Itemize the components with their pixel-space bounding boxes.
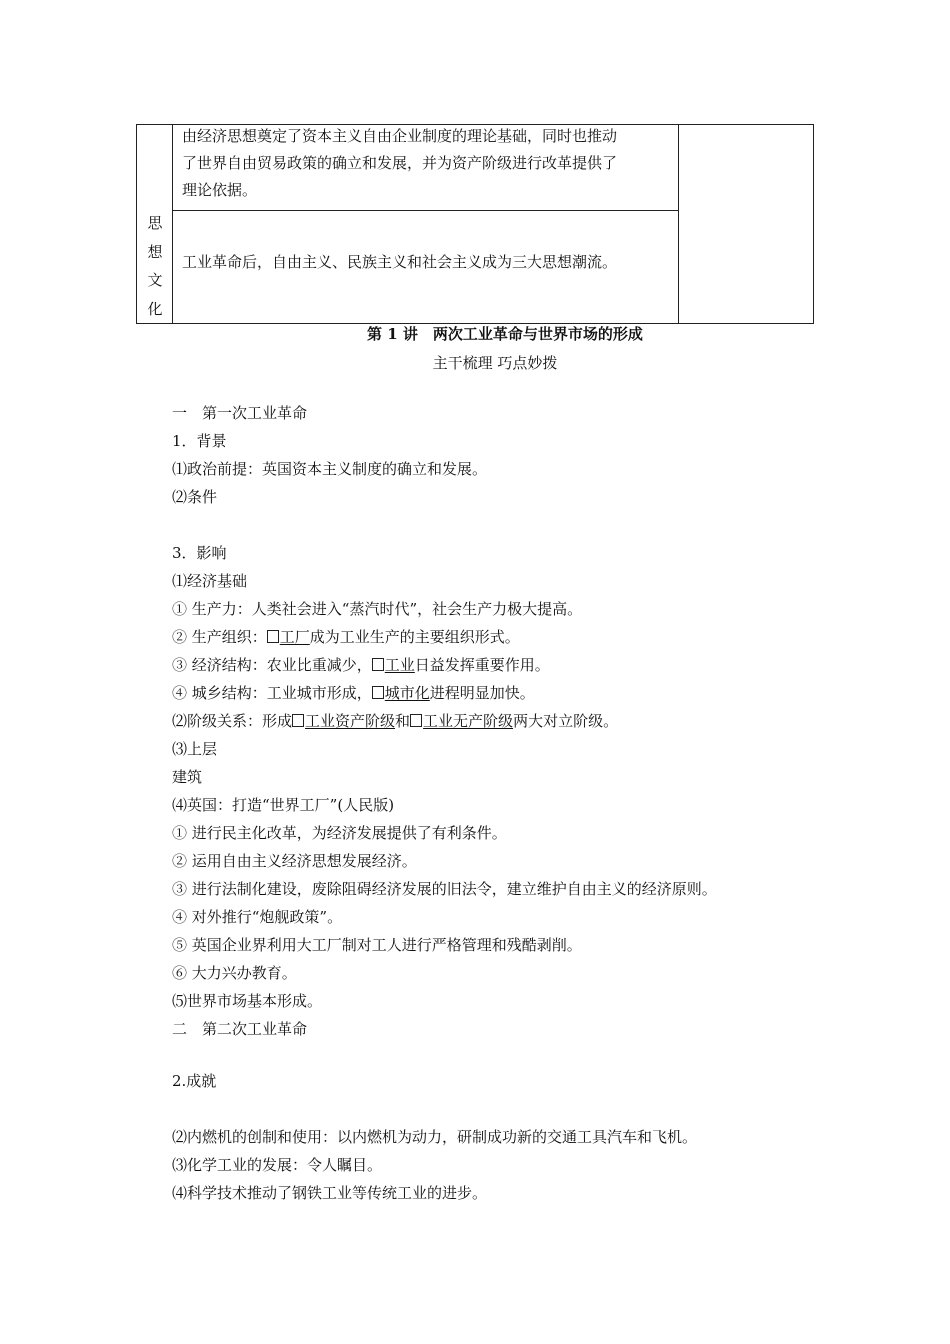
table-row1-line-3: 理论依据。 — [182, 181, 258, 199]
britain-point-5: ⑤ 英国企业界利用大工厂制对工人进行严格管理和残酷剥削。 — [172, 936, 582, 954]
checkbox-icon — [292, 714, 304, 727]
conditions: ⑵条件 — [172, 488, 218, 506]
britain-world-factory: ⑷英国：打造“世界工厂”(人民版) — [172, 796, 395, 814]
economic-base: ⑴经济基础 — [172, 572, 248, 590]
impact-economic-structure — [172, 655, 550, 675]
britain-point-2: ② 运用自由主义经济思想发展经济。 — [172, 852, 417, 870]
table-row-divider — [172, 210, 678, 211]
achievement-combustion-engine: ⑵内燃机的创制和使用：以内燃机为动力，研制成功新的交通工具汽车和飞机。 — [172, 1128, 698, 1146]
label-char: 思 — [147, 214, 163, 232]
table-row1-line-1: 由经济思想奠定了资本主义自由企业制度的理论基础，同时也推动 — [182, 127, 618, 145]
label-char: 想 — [147, 242, 163, 261]
achievement-steel-industry: ⑷科学技术推动了钢铁工业等传统工业的进步。 — [172, 1184, 488, 1202]
checkbox-icon — [372, 686, 384, 699]
britain-point-4: ④ 对外推行“炮舰政策”。 — [172, 908, 343, 926]
checkbox-icon — [267, 630, 279, 643]
impact-class-relations — [172, 711, 618, 731]
impact-urban-rural — [172, 683, 535, 703]
line-text: 日益发挥重要作用。 — [414, 656, 550, 674]
fill-answer: 工业无产阶级 — [423, 712, 514, 730]
line-text: ② 生产组织： — [172, 628, 267, 646]
fill-answer: 工厂 — [279, 628, 310, 646]
section-1-background: 1．背景 — [172, 432, 227, 450]
fill-answer: 工业资产阶级 — [305, 712, 396, 730]
table-row2-label — [145, 209, 165, 323]
britain-point-6: ⑥ 大力兴办教育。 — [172, 964, 297, 982]
britain-point-3: ③ 进行法制化建设，废除阻碍经济发展的旧法令，建立维护自由主义的经济原则。 — [172, 880, 717, 898]
line-text: 进程明显加快。 — [429, 684, 535, 702]
political-premise: ⑴政治前提：英国资本主义制度的确立和发展。 — [172, 460, 488, 478]
table-col-divider-1 — [172, 125, 173, 323]
table-row2-text: 工业革命后，自由主义、民族主义和社会主义成为三大思想潮流。 — [182, 253, 618, 271]
lesson-title: 第 1 讲 两次工业革命与世界市场的形成 — [367, 325, 643, 343]
section-1-title: 一 第一次工业革命 — [172, 404, 308, 422]
section-1-impact: 3．影响 — [172, 544, 227, 562]
checkbox-icon — [372, 658, 384, 671]
section-2-title: 二 第二次工业革命 — [172, 1020, 308, 1038]
table-col-divider-2 — [678, 125, 679, 323]
fill-answer: 城市化 — [384, 684, 430, 702]
lesson-subtitle: 主干梳理 巧点妙拨 — [432, 354, 558, 372]
impact-productivity: ① 生产力：人类社会进入“蒸汽时代”，社会生产力极大提高。 — [172, 600, 583, 618]
table-row1-text — [182, 123, 674, 204]
label-char: 文 — [147, 271, 163, 289]
table-row1-line-2: 了世界自由贸易政策的确立和发展，并为资产阶级进行改革提供了 — [182, 154, 618, 172]
impact-production-organization — [172, 627, 520, 647]
checkbox-icon — [410, 714, 422, 727]
achievement-chemical-industry: ⑶化学工业的发展：令人瞩目。 — [172, 1156, 383, 1174]
line-text: ④ 城乡结构：工业城市形成， — [172, 684, 372, 702]
britain-point-1: ① 进行民主化改革，为经济发展提供了有利条件。 — [172, 824, 507, 842]
line-text: 和 — [395, 712, 411, 730]
line-text: 两大对立阶级。 — [513, 712, 619, 730]
line-text: ⑵阶级关系：形成 — [172, 712, 293, 730]
fill-answer: 工业 — [384, 656, 415, 674]
world-market: ⑸世界市场基本形成。 — [172, 992, 323, 1010]
line-text: 成为工业生产的主要组织形式。 — [309, 628, 520, 646]
section-2-achievements: 2.成就 — [172, 1072, 217, 1090]
superstructure-1: ⑶上层 — [172, 740, 218, 758]
line-text: ③ 经济结构：农业比重减少， — [172, 656, 372, 674]
label-char: 化 — [147, 299, 163, 318]
superstructure-2: 建筑 — [172, 768, 203, 786]
continuation-table — [136, 124, 814, 324]
